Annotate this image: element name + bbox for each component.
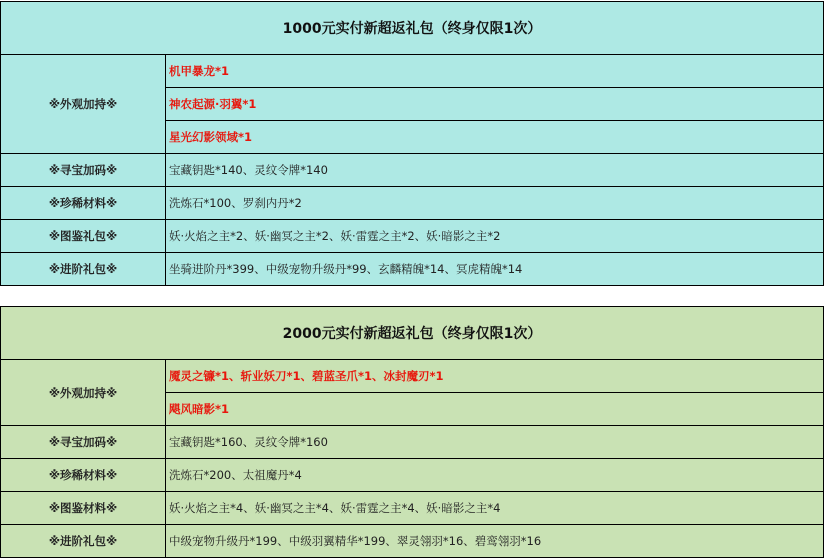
table-row [1,220,824,253]
row-value: 宝藏钥匙*140、灵纹令牌*140 [166,154,824,187]
pack1-appearance-item: 机甲暴龙*1 [166,55,824,88]
row-value: 洗炼石*100、罗刹内丹*2 [166,187,824,220]
pack1-appearance-item: 星光幻影领域*1 [166,121,824,154]
table-row [1,187,824,220]
row-label: ※进阶礼包※ [1,525,166,558]
row-label: ※珍稀材料※ [1,187,166,220]
pack1-appearance-label: ※外观加持※ [1,55,166,154]
table-row [1,525,824,558]
pack1-appearance-item: 神农起源·羽翼*1 [166,88,824,121]
row-label: ※图鉴材料※ [1,492,166,525]
row-value: 宝藏钥匙*160、灵纹令牌*160 [166,426,824,459]
row-value: 妖·火焰之主*2、妖·幽冥之主*2、妖·雷霆之主*2、妖·暗影之主*2 [166,220,824,253]
table-row [1,459,824,492]
row-value: 妖·火焰之主*4、妖·幽冥之主*4、妖·雷霆之主*4、妖·暗影之主*4 [166,492,824,525]
pack1-title: 1000元实付新超返礼包（终身仅限1次） [1,2,824,55]
row-label: ※寻宝加码※ [1,154,166,187]
row-label: ※珍稀材料※ [1,459,166,492]
row-label: ※寻宝加码※ [1,426,166,459]
pack1-table [0,1,824,286]
table-row [1,492,824,525]
row-value: 坐骑进阶丹*399、中级宠物升级丹*99、玄麟精魄*14、冥虎精魄*14 [166,253,824,286]
pack2-table [0,306,824,558]
table-row [1,253,824,286]
pack2-appearance-item: 魇灵之镰*1、斩业妖刀*1、碧蓝圣爪*1、冰封魔刃*1 [166,360,824,393]
row-label: ※图鉴礼包※ [1,220,166,253]
table-row [1,154,824,187]
pack2-title: 2000元实付新超返礼包（终身仅限1次） [1,307,824,360]
row-label: ※进阶礼包※ [1,253,166,286]
row-value: 中级宠物升级丹*199、中级羽翼精华*199、翠灵翎羽*16、碧鸾翎羽*16 [166,525,824,558]
row-value: 洗炼石*200、太祖魔丹*4 [166,459,824,492]
table-row [1,426,824,459]
pack2-appearance-label: ※外观加持※ [1,360,166,426]
pack2-appearance-item: 飓风暗影*1 [166,393,824,426]
